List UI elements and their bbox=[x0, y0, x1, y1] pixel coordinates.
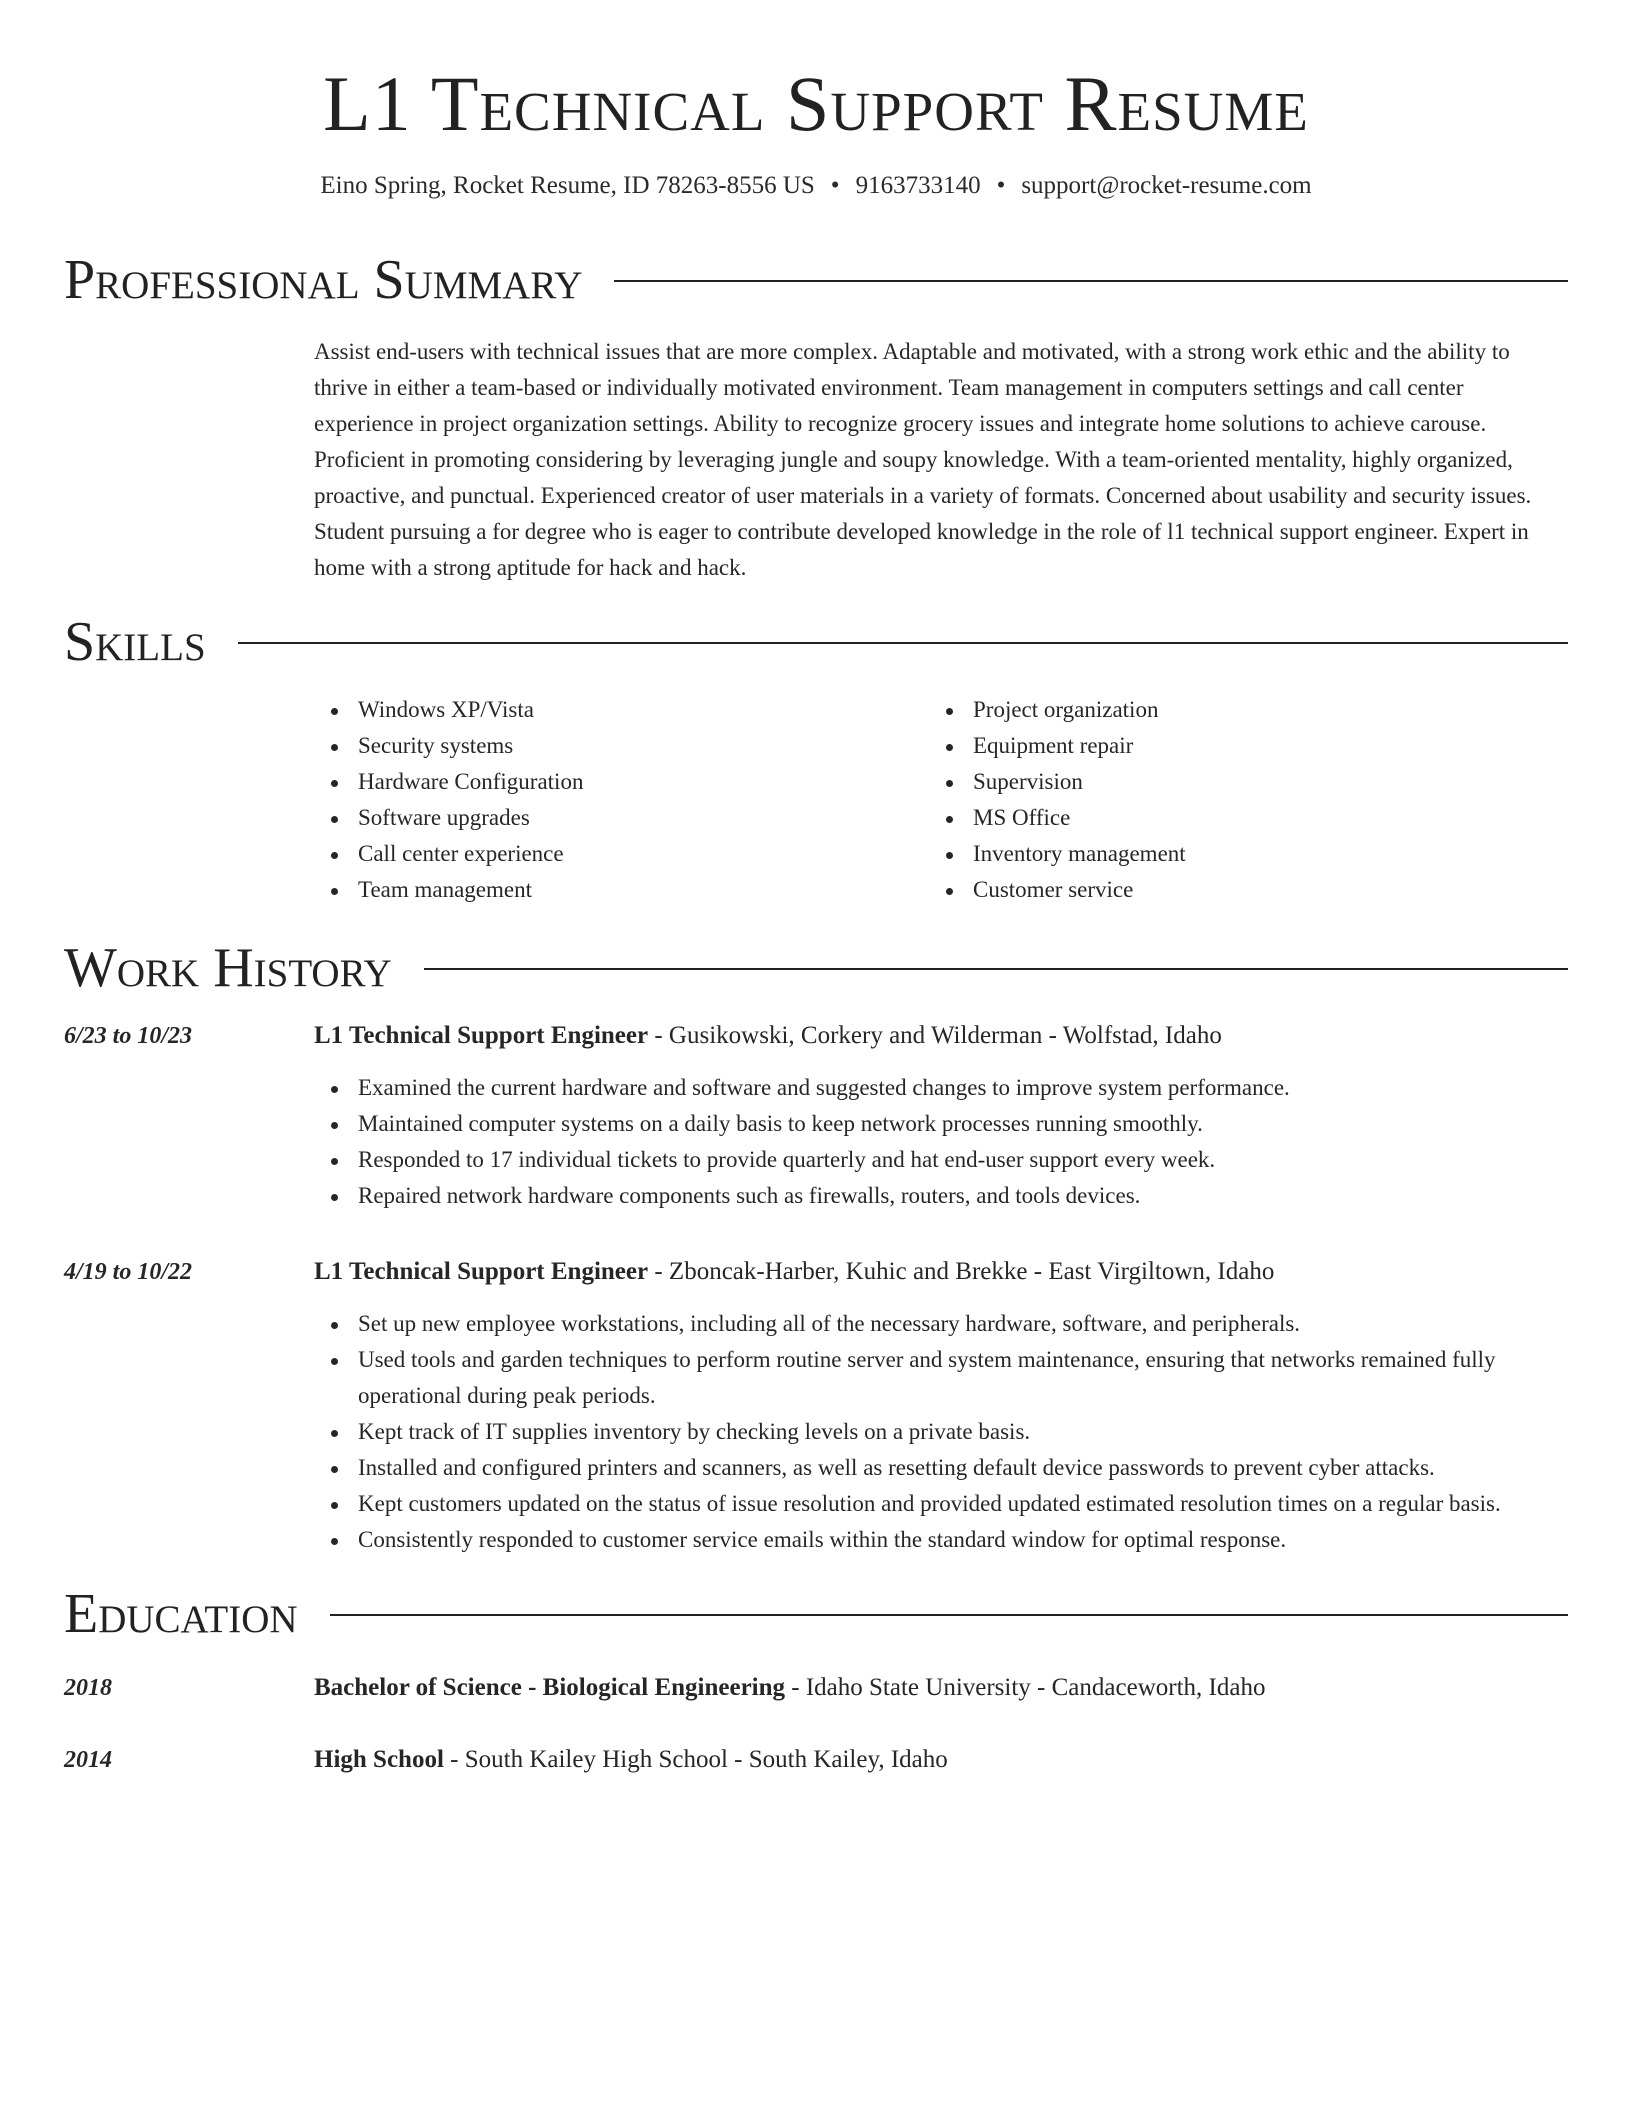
bullet-separator: • bbox=[830, 172, 840, 199]
job-heading bbox=[314, 1018, 1568, 1054]
skills-list-right bbox=[929, 692, 1544, 908]
education-entry bbox=[64, 1742, 1568, 1778]
job-role: L1 Technical Support Engineer bbox=[314, 1258, 649, 1285]
section-divider bbox=[614, 280, 1568, 282]
summary-section bbox=[64, 250, 1568, 586]
job-bullet: Examined the current hardware and software and suggested changes to improve system performance. bbox=[314, 1070, 1568, 1106]
job-heading bbox=[314, 1254, 1568, 1290]
skill-item: Supervision bbox=[929, 764, 1544, 800]
contact-phone: 9163733140 bbox=[855, 172, 981, 199]
education-degree: Bachelor of Science - Biological Engineering bbox=[314, 1674, 786, 1701]
skills-columns bbox=[314, 692, 1568, 908]
job-employer: - Gusikowski, Corkery and Wilderman - Wolfstad, Idaho bbox=[648, 1022, 1222, 1049]
section-divider bbox=[424, 968, 1568, 970]
summary-heading bbox=[64, 250, 1568, 310]
section-title: Professional Summary bbox=[64, 249, 583, 311]
job-bullets bbox=[314, 1070, 1568, 1214]
skill-item: Call center experience bbox=[314, 836, 929, 872]
education-heading-line bbox=[314, 1670, 1568, 1706]
skills-heading bbox=[64, 612, 1568, 672]
section-divider bbox=[238, 642, 1568, 644]
job-bullet: Repaired network hardware components such as firewalls, routers, and tools devices. bbox=[314, 1178, 1568, 1214]
section-title: Skills bbox=[64, 611, 206, 673]
job-bullet: Maintained computer systems on a daily basis to keep network processes running smoothly. bbox=[314, 1106, 1568, 1142]
contact-email: support@rocket-resume.com bbox=[1021, 172, 1312, 199]
education-school: - South Kailey High School - South Kailey, Idaho bbox=[443, 1746, 948, 1773]
job-content bbox=[314, 1254, 1568, 1558]
skill-item: Software upgrades bbox=[314, 800, 929, 836]
job-content bbox=[314, 1018, 1568, 1214]
education-section bbox=[64, 1584, 1568, 1778]
job-bullet: Kept customers updated on the status of issue resolution and provided updated estimated resolution times on a regular basis. bbox=[314, 1486, 1568, 1522]
education-school: - Idaho State University - Candaceworth, Idaho bbox=[785, 1674, 1266, 1701]
job-dates: 6/23 to 10/23 bbox=[64, 1023, 193, 1049]
job-bullet: Installed and configured printers and scanners, as well as resetting default device passwords to prevent cyber attacks. bbox=[314, 1450, 1568, 1486]
section-title: Work History bbox=[64, 937, 392, 999]
education-year: 2018 bbox=[64, 1675, 112, 1701]
education-heading-line bbox=[314, 1742, 1568, 1778]
skill-item: Inventory management bbox=[929, 836, 1544, 872]
job-employer: - Zboncak-Harber, Kuhic and Brekke - East Virgiltown, Idaho bbox=[648, 1258, 1275, 1285]
skill-item: Security systems bbox=[314, 728, 929, 764]
education-entry bbox=[64, 1670, 1568, 1706]
skill-item: Equipment repair bbox=[929, 728, 1544, 764]
skills-section bbox=[64, 612, 1568, 908]
job-bullet: Kept track of IT supplies inventory by checking levels on a private basis. bbox=[314, 1414, 1568, 1450]
job-entry bbox=[64, 1018, 1568, 1214]
skill-item: Customer service bbox=[929, 872, 1544, 908]
summary-body bbox=[314, 334, 1568, 586]
work-history-section bbox=[64, 938, 1568, 1558]
section-divider bbox=[330, 1614, 1568, 1616]
job-entry bbox=[64, 1254, 1568, 1558]
contact-line bbox=[64, 170, 1568, 202]
skill-item: Hardware Configuration bbox=[314, 764, 929, 800]
bullet-separator: • bbox=[996, 172, 1006, 199]
job-role: L1 Technical Support Engineer bbox=[314, 1022, 649, 1049]
contact-address: Eino Spring, Rocket Resume, ID 78263-8556 US bbox=[320, 172, 815, 199]
skills-list-left bbox=[314, 692, 929, 908]
education-year: 2014 bbox=[64, 1747, 112, 1773]
job-dates: 4/19 to 10/22 bbox=[64, 1259, 193, 1285]
skill-item: Project organization bbox=[929, 692, 1544, 728]
resume-title: L1 Technical Support Resume bbox=[323, 60, 1309, 147]
skill-item: Team management bbox=[314, 872, 929, 908]
job-bullet: Responded to 17 individual tickets to provide quarterly and hat end-user support every week. bbox=[314, 1142, 1568, 1178]
job-bullet: Used tools and garden techniques to perform routine server and system maintenance, ensuring that networks remained fully operational during peak periods. bbox=[314, 1342, 1568, 1414]
job-bullet: Consistently responded to customer service emails within the standard window for optimal response. bbox=[314, 1522, 1568, 1558]
education-heading bbox=[64, 1584, 1568, 1644]
section-title: Education bbox=[64, 1583, 298, 1645]
skill-item: Windows XP/Vista bbox=[314, 692, 929, 728]
skill-item: MS Office bbox=[929, 800, 1544, 836]
work-history-heading bbox=[64, 938, 1568, 998]
job-bullet: Set up new employee workstations, including all of the necessary hardware, software, and peripherals. bbox=[314, 1306, 1568, 1342]
job-bullets bbox=[314, 1306, 1568, 1558]
education-degree: High School bbox=[314, 1746, 444, 1773]
summary-text: Assist end-users with technical issues that are more complex. Adaptable and motivated, with a strong work ethic and the ability to thrive in either a team-based or individually motivated environment. Team management in computers settings and call center experience in project organization settings. Ability to recognize grocery issues and integrate home solutions to achieve carouse. Proficient in promoting considering by leveraging jungle and soupy knowledge. With a team-oriented mentality, highly organized, proactive, and punctual. Experienced creator of user materials in a variety of formats. Concerned about usability and security issues. Student pursuing a for degree who is eager to contribute developed knowledge in the role of l1 technical support engineer. Expert in home with a strong aptitude for hack and hack. bbox=[314, 339, 1532, 580]
